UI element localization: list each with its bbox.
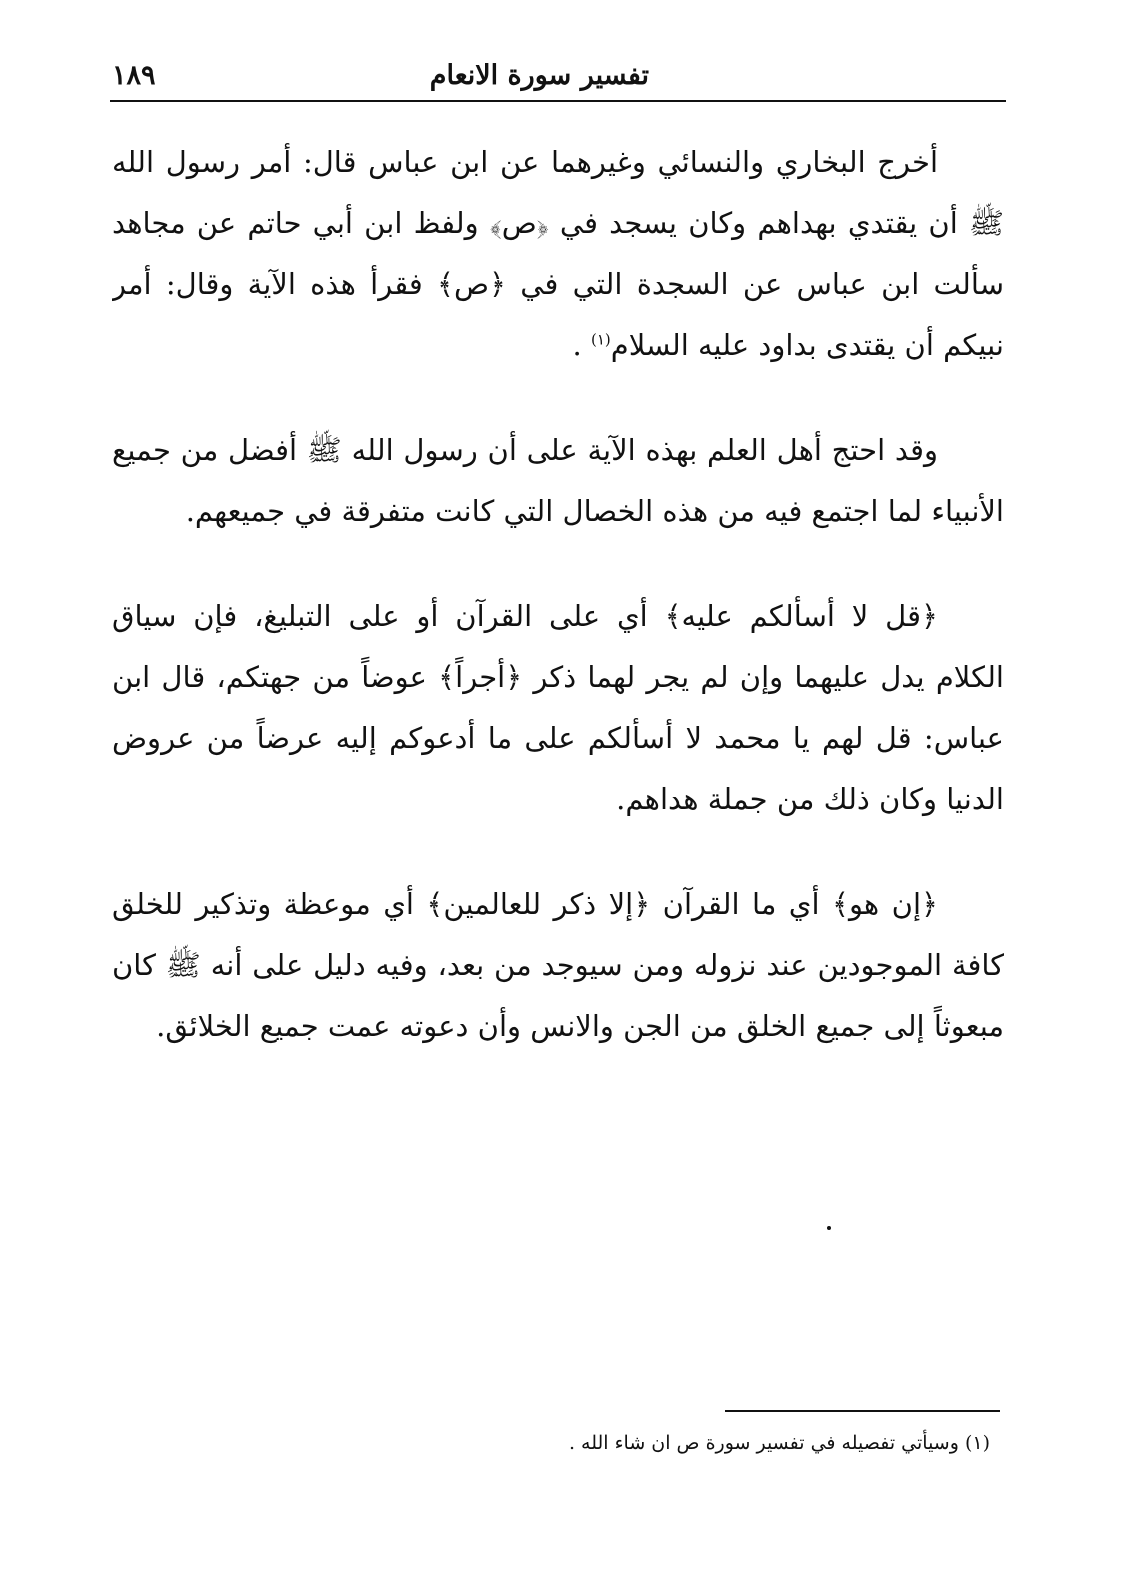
footnote-reference[interactable]: (١) — [590, 330, 611, 349]
paragraph-1 — [112, 132, 1004, 376]
text-line: ﷺ أن يقتدي بهداهم وكان يسجد في ﴿ص﴾ ولفظ ابن أبي حاتم عن مجاهد — [112, 206, 1004, 240]
paragraph-2 — [112, 420, 1004, 542]
paragraph-4 — [112, 874, 1004, 1057]
footnote-rule — [725, 1410, 1000, 1412]
header-rule — [110, 100, 1006, 102]
line-tail: . — [572, 328, 591, 362]
text-line: مبعوثاً إلى جميع الخلق من الجن والانس وأن دعوته عمت جميع الخلائق. — [156, 1009, 1004, 1043]
text-line: أخرج البخاري والنسائي وغيرهما عن ابن عباس قال: أمر رسول الله — [112, 145, 938, 179]
text-line: سألت ابن عباس عن السجدة التي في ﴿ص﴾ فقرأ هذه الآية وقال: أمر — [112, 267, 1004, 301]
text-line: الدنيا وكان ذلك من جملة هداهم. — [616, 782, 1004, 816]
text-line: عباس: قل لهم يا محمد لا أسألكم على ما أدعوكم إليه عرضاً من عروض — [112, 721, 1004, 755]
footnote: (١) وسيأتي تفصيله في تفسير سورة ص ان شاء الله . — [568, 1432, 990, 1454]
line-text: نبيكم أن يقتدى بداود عليه السلام — [610, 328, 1004, 362]
paragraph-3 — [112, 586, 1004, 830]
text-line-with-footnote — [112, 315, 1004, 376]
text-line: كافة الموجودين عند نزوله ومن سيوجد من بعد، وفيه دليل على أنه ﷺ كان — [112, 948, 1004, 982]
stray-dot — [827, 1226, 831, 1230]
text-line: الكلام يدل عليهما وإن لم يجر لهما ذكر ﴿أجراً﴾ عوضاً من جهتكم، قال ابن — [112, 660, 1004, 694]
running-header — [112, 56, 1004, 96]
text-line: الأنبياء لما اجتمع فيه من هذه الخصال التي كانت متفرقة في جميعهم. — [185, 494, 1004, 528]
body-text — [112, 132, 1004, 1101]
running-title: تفسير سورة الانعام — [429, 60, 649, 91]
page-number: ١٨٩ — [112, 60, 156, 91]
text-line: وقد احتج أهل العلم بهذه الآية على أن رسول الله ﷺ أفضل من جميع — [112, 433, 938, 467]
text-line: ﴿قل لا أسألكم عليه﴾ أي على القرآن أو على التبليغ، فإن سياق — [112, 599, 938, 633]
text-line: ﴿إن هو﴾ أي ما القرآن ﴿إلا ذكر للعالمين﴾ أي موعظة وتذكير للخلق — [112, 887, 938, 921]
